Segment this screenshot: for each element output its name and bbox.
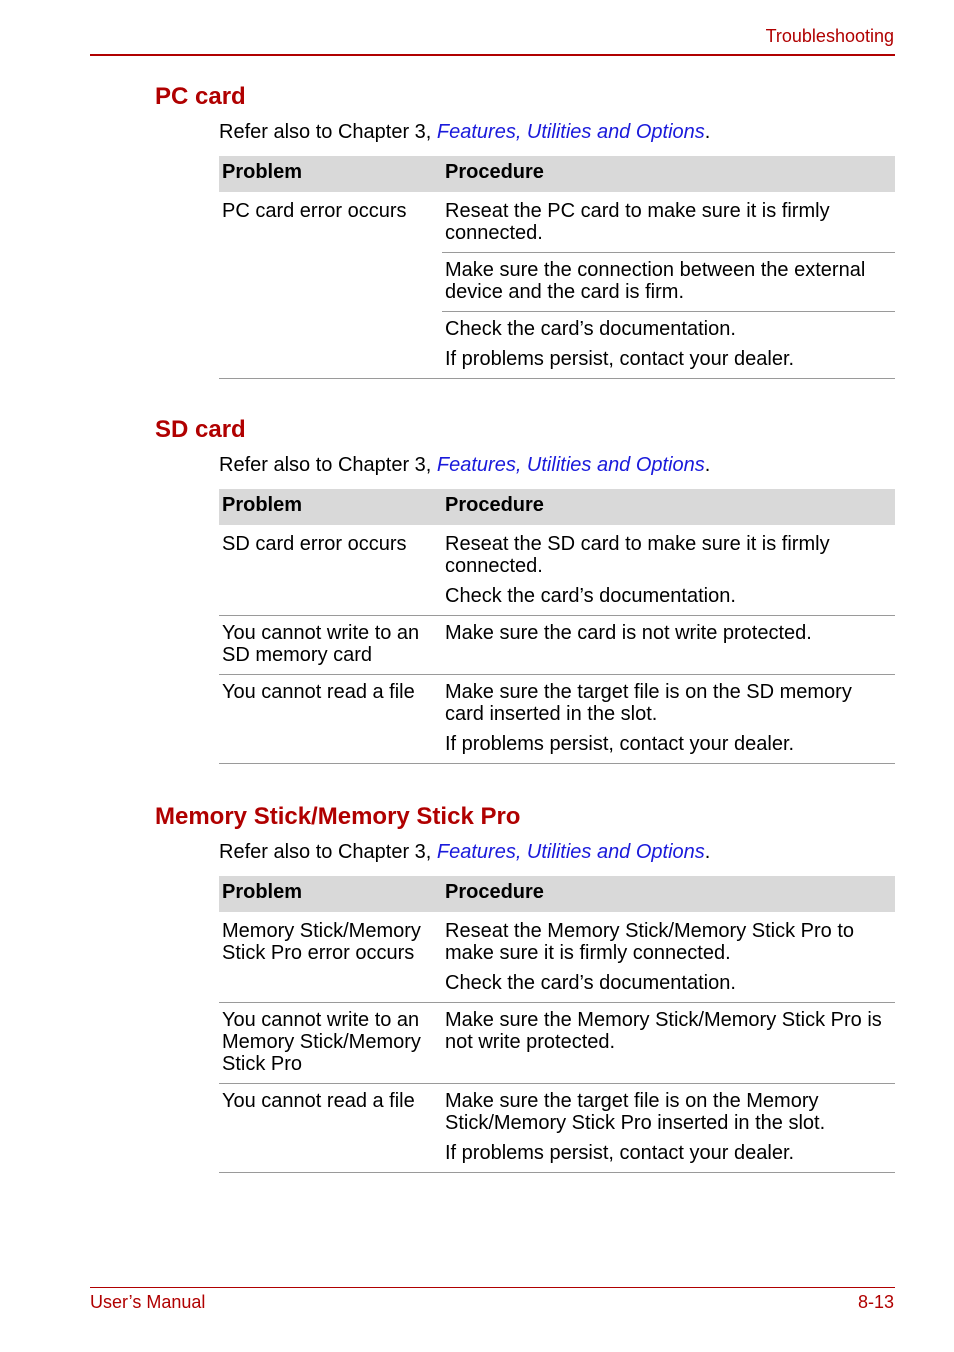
troubleshooting-table: [219, 156, 895, 379]
procedure-cell: Make sure the target file is on the Memory Stick/Memory Stick Pro inserted in the slot. If problems persist, contact your dealer.: [442, 1084, 895, 1173]
problem-header: Problem: [219, 489, 442, 525]
problem-cell: You cannot read a file: [219, 675, 442, 764]
procedure-cell: Make sure the connection between the external device and the card is firm.: [442, 253, 895, 312]
table-header-row: [219, 489, 895, 525]
running-head: Troubleshooting: [765, 26, 894, 46]
troubleshooting-table: [219, 876, 895, 1173]
section-pc-card: [155, 82, 895, 379]
procedure-header: Procedure: [442, 489, 895, 525]
section-memory-stick: [155, 802, 895, 1173]
procedure-cell: Reseat the PC card to make sure it is firmly connected.: [442, 192, 895, 253]
procedure-header: Procedure: [442, 876, 895, 912]
procedure-cell: Make sure the card is not write protected.: [442, 616, 895, 675]
problem-cell: Memory Stick/Memory Stick Pro error occurs: [219, 912, 442, 1003]
problem-cell: SD card error occurs: [219, 525, 442, 616]
procedure-cell: Check the card’s documentation. If problems persist, contact your dealer.: [442, 312, 895, 379]
section-sd-card: [155, 415, 895, 764]
problem-cell: PC card error occurs: [219, 192, 442, 379]
chapter-link[interactable]: Features, Utilities and Options: [436, 454, 705, 476]
section-title: Memory Stick/Memory Stick Pro: [155, 803, 521, 830]
problem-header: Problem: [219, 156, 442, 192]
table-row: [219, 912, 895, 1003]
problem-cell: You cannot read a file: [219, 1084, 442, 1173]
table-row: [219, 1084, 895, 1173]
table-header-row: [219, 876, 895, 912]
problem-cell: You cannot write to an SD memory card: [219, 616, 442, 675]
procedure-cell: Reseat the Memory Stick/Memory Stick Pro to make sure it is firmly connected. Check the card’s documentation.: [442, 912, 895, 1003]
table-row: [219, 192, 895, 253]
refer-line: Refer also to Chapter 3, Features, Utilities and Options.: [219, 841, 711, 863]
problem-cell: You cannot write to an Memory Stick/Memory Stick Pro: [219, 1003, 442, 1084]
page-number: 8-13: [857, 1292, 894, 1312]
table-row: [219, 616, 895, 675]
table-row: [219, 1003, 895, 1084]
section-title: SD card: [155, 416, 246, 443]
footer-rule: [90, 1287, 895, 1288]
refer-line: Refer also to Chapter 3, Features, Utilities and Options.: [219, 121, 711, 143]
table-header-row: [219, 156, 895, 192]
section-title: PC card: [155, 83, 246, 110]
table-row: [219, 675, 895, 764]
chapter-link[interactable]: Features, Utilities and Options: [436, 121, 705, 143]
procedure-cell: Make sure the target file is on the SD memory card inserted in the slot. If problems persist, contact your dealer.: [442, 675, 895, 764]
table-row: [219, 525, 895, 616]
footer-manual-title: User’s Manual: [90, 1292, 206, 1312]
problem-header: Problem: [219, 876, 442, 912]
procedure-cell: Reseat the SD card to make sure it is firmly connected. Check the card’s documentation.: [442, 525, 895, 616]
refer-line: Refer also to Chapter 3, Features, Utilities and Options.: [219, 454, 711, 476]
troubleshooting-table: [219, 489, 895, 764]
procedure-cell: Make sure the Memory Stick/Memory Stick Pro is not write protected.: [442, 1003, 895, 1084]
procedure-header: Procedure: [442, 156, 895, 192]
header-rule: [90, 54, 895, 56]
chapter-link[interactable]: Features, Utilities and Options: [436, 841, 705, 863]
